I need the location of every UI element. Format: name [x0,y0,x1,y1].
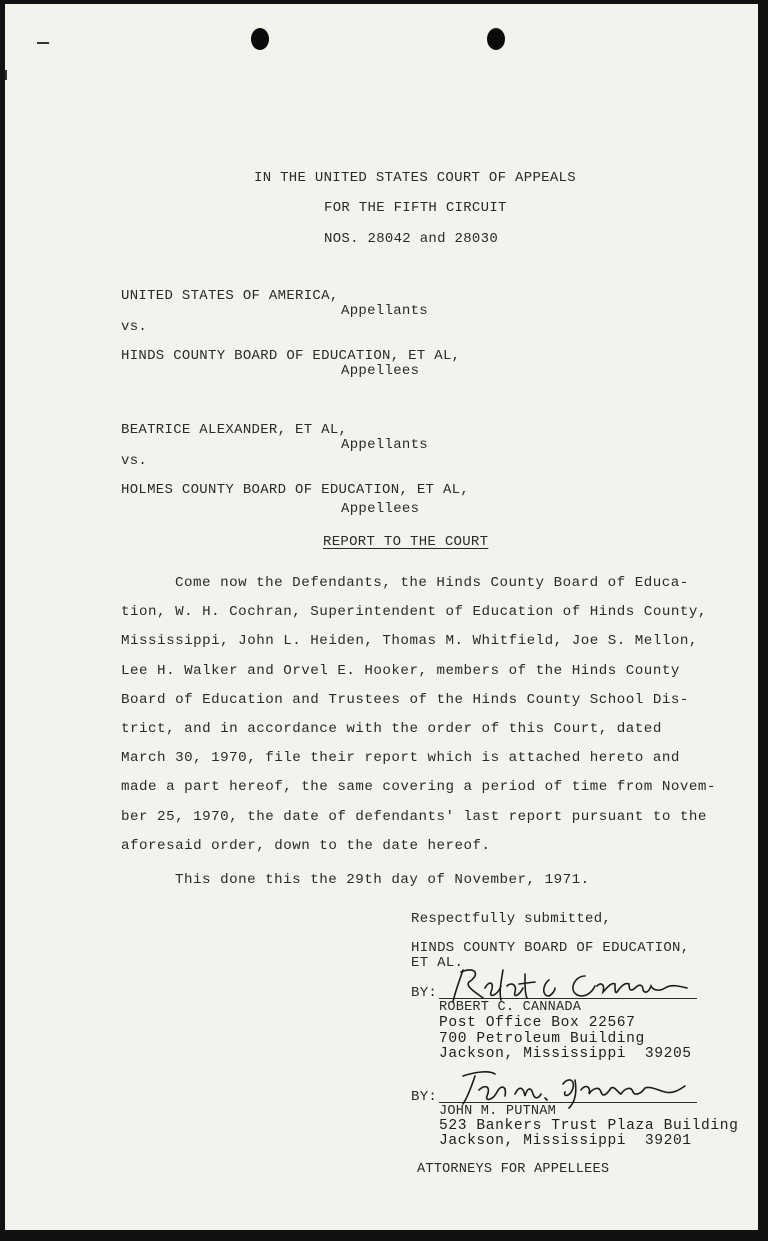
closing: Respectfully submitted, [411,911,612,927]
body-line: March 30, 1970, file their report which is attached hereto and [121,750,680,766]
punch-hole-left [251,28,269,50]
report-title: REPORT TO THE COURT [323,534,489,550]
body-line: Mississippi, John L. Heiden, Thomas M. Whitfield, Joe S. Mellon, [121,633,698,649]
case2-party2: HOLMES COUNTY BOARD OF EDUCATION, ET AL, [121,482,470,498]
case1-party2: HINDS COUNTY BOARD OF EDUCATION, ET AL, [121,348,461,364]
by-label-2: BY: [411,1089,438,1105]
case2-party1: BEATRICE ALEXANDER, ET AL, [121,422,348,438]
case-numbers: NOS. 28042 and 28030 [324,231,499,247]
body-line: made a part hereof, the same covering a period of time from Novem- [121,779,716,795]
signer2-addr2: Jackson, Mississippi 39201 [439,1133,692,1149]
signer1-addr1: Post Office Box 22567 [439,1015,636,1031]
document-page [5,4,758,1230]
signer1-addr3: Jackson, Mississippi 39205 [439,1046,692,1062]
attorneys-for-appellees: ATTORNEYS FOR APPELLEES [417,1162,610,1177]
body-line: trict, and in accordance with the order of this Court, dated [121,721,662,737]
done-line: This done this the 29th day of November, 1971. [175,872,590,888]
firm-line2: ET AL. [411,955,464,971]
paper-mark [5,70,7,80]
case2-role2: Appellees [341,501,420,517]
circuit-name: FOR THE FIFTH CIRCUIT [324,200,507,216]
signer2-name: JOHN M. PUTNAM [439,1104,557,1119]
body-line: Lee H. Walker and Orvel E. Hooker, members of the Hinds County [121,663,680,679]
punch-hole-right [487,28,505,50]
paper-mark [37,42,49,44]
by-label-1: BY: [411,985,438,1001]
case1-party1: UNITED STATES OF AMERICA, [121,288,339,304]
case1-role1: Appellants [341,303,429,319]
signer1-addr2: 700 Petroleum Building [439,1031,645,1047]
body-line: aforesaid order, down to the date hereof. [121,838,491,854]
body-line: tion, W. H. Cochran, Superintendent of Education of Hinds County, [121,604,707,620]
signer1-name: ROBERT C. CANNADA [439,1000,582,1015]
body-line: Come now the Defendants, the Hinds County Board of Educa- [175,575,689,591]
case1-role2: Appellees [341,363,420,379]
firm-line1: HINDS COUNTY BOARD OF EDUCATION, [411,940,690,956]
signer2-addr1: 523 Bankers Trust Plaza Building [439,1118,739,1134]
case1-vs: vs. [121,319,148,335]
case2-vs: vs. [121,453,148,469]
case2-role1: Appellants [341,437,429,453]
body-line: ber 25, 1970, the date of defendants' last report pursuant to the [121,809,707,825]
court-name: IN THE UNITED STATES COURT OF APPEALS [254,170,576,186]
body-line: Board of Education and Trustees of the Hinds County School Dis- [121,692,689,708]
